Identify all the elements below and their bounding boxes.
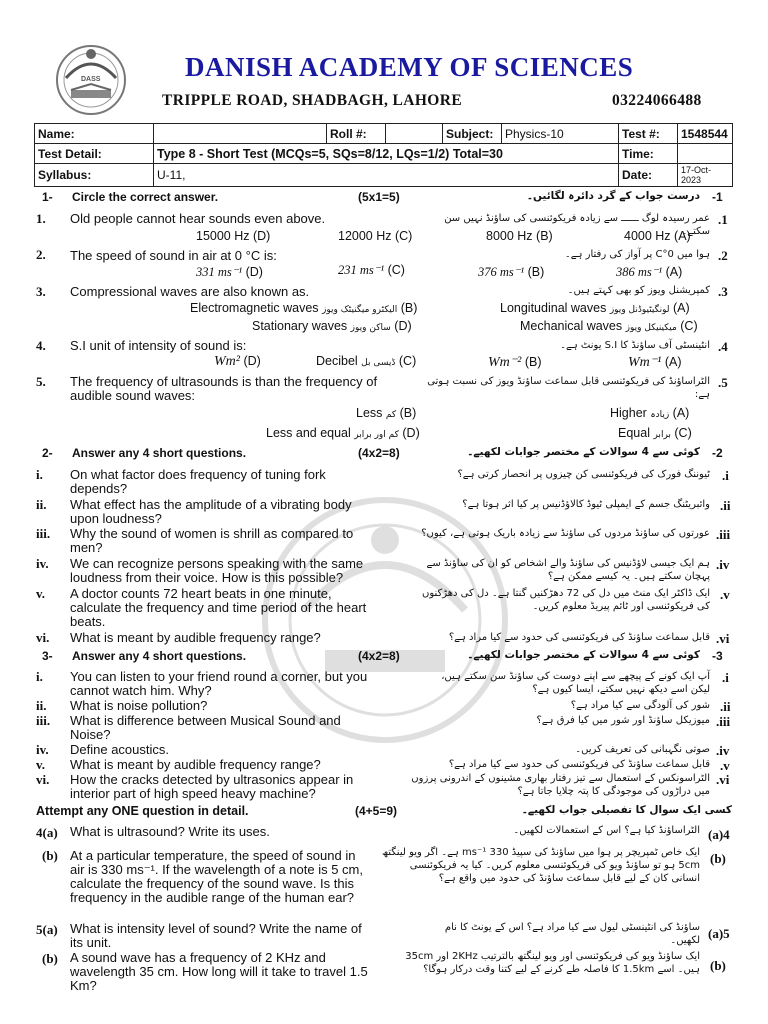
mcq-option-c[interactable]: Mechanical waves میکینیکل ویوز (C) (520, 319, 698, 333)
mcq-question-urdu: انٹینسٹی آف ساؤنڈ کا S.I یونٹ ہے۔ (560, 340, 710, 351)
name-label: Name: (35, 124, 154, 144)
sq-question-urdu: میوزیکل ساؤنڈ اور شور میں کیا فرق ہے؟ (536, 715, 710, 726)
lq-number: (b) (42, 951, 58, 966)
section-1-title: Circle the correct answer. (72, 190, 219, 204)
roll-label: Roll #: (327, 124, 386, 144)
mcq-question-urdu: عمر رسیدہ لوگ ــــــ سے زیادہ فریکوئنسی کی ساؤنڈ نہیں سن سکتے۔ (444, 213, 710, 237)
date-label: Date: (619, 164, 678, 187)
sq-urdu-number: .i (722, 468, 729, 483)
mcq-question: The frequency of ultrasounds is than the frequency of audible sound waves: (70, 374, 378, 403)
mcq-question-urdu: کمپریشنل ویوز کو بھی کہتے ہیں۔ (567, 285, 710, 296)
mcq-number: 3. (36, 284, 46, 299)
date-value: 17-Oct-2023 (678, 164, 733, 187)
mcq-question: Old people cannot hear sounds even above. (70, 211, 326, 226)
mcq-option-c[interactable]: 12000 Hz (C) (338, 229, 413, 243)
sq-urdu-number: .iii (716, 714, 731, 729)
mcq-option-a[interactable]: Longitudinal waves لونگیٹیوڈنل ویوز (A) (500, 301, 690, 315)
sq-question-urdu: عورتوں کی ساؤنڈ مردوں کی ساؤنڈ سے زیادہ باریک ہوتی ہے، کیوں؟ (421, 528, 710, 539)
sq-question: How the cracks detected by ultrasonics appear in interior part of high speed heavy machine? (70, 772, 354, 801)
subject-label: Subject: (443, 124, 502, 144)
sq-urdu-number: .i (722, 670, 729, 685)
section-2-urdu-title: کوئی سے 4 سوالات کے مختصر جوابات لکھیے۔ (467, 446, 700, 458)
syllabus-value: U-11, (154, 164, 619, 187)
sq-urdu-number: .iv (716, 743, 730, 758)
test-no-label: Test #: (619, 124, 678, 144)
sq-urdu-number: .ii (720, 699, 731, 714)
sq-number: v. (36, 586, 46, 601)
sq-urdu-number: .ii (720, 498, 731, 513)
mcq-option-b[interactable]: Less کم (B) (356, 406, 417, 420)
sq-question-urdu: ہم ایک جیسی لاؤڈنیس کی ساؤنڈ والے اشخاص کو ان کی ساؤنڈ سے پہچان سکتے ہیں۔ یہ کیسے ممکن ہے؟ (426, 558, 710, 582)
sq-question: What is difference between Musical Sound and Noise? (70, 713, 341, 742)
section-3-title: Answer any 4 short questions. (72, 649, 247, 663)
sq-number: iii. (36, 526, 51, 541)
sq-question-urdu: وائبریٹنگ جسم کے ایمپلی ٹیوڈ کالاؤڈنیس پر کیا اثر ہوتا ہے؟ (462, 499, 710, 510)
detail-value: Type 8 - Short Test (MCQs=5, SQs=8/12, LQs=1/2) Total=30 (154, 144, 619, 164)
sq-question: You can listen to your friend round a corner, but you cannot watch him. Why? (70, 669, 368, 698)
sq-question: What is noise pollution? (70, 698, 208, 713)
lq-question: What is ultrasound? Write its uses. (70, 824, 270, 839)
mcq-number: 5. (36, 374, 46, 389)
sq-number: vi. (36, 772, 50, 787)
mcq-urdu-number: .3 (718, 284, 728, 299)
section-1-urdu-title: درست جواب کے گرد دائرہ لگائیں۔ (526, 190, 700, 202)
lq-urdu-number: (b) (710, 958, 726, 973)
sq-question-urdu: شور کی آلودگی سے کیا مراد ہے؟ (570, 700, 710, 711)
mcq-question: S.I unit of intensity of sound is: (70, 338, 247, 353)
sq-question-urdu: ایک ڈاکٹر ایک منٹ میں دل کی 72 دھڑکنیں گنتا ہے۔ دل کی دھڑکنوں کی فریکوئنسی اور ٹائم پیریڈ معلوم کریں۔ (421, 588, 710, 612)
mcq-option-b[interactable]: Wm⁻² (B) (488, 355, 542, 370)
mcq-option-d[interactable]: 331 ms⁻¹ (D) (196, 265, 263, 279)
mcq-option-d[interactable]: Less and equal کم اور برابر (D) (266, 426, 420, 440)
long-section-urdu-title: کسی ایک سوال کا تفصیلی جواب لکھیے۔ (521, 804, 732, 816)
sq-number: i. (36, 669, 43, 684)
subject-value: Physics-10 (502, 124, 619, 144)
logo-text: DASS (81, 76, 101, 83)
lq-question-urdu: الٹراساؤنڈ کیا ہے؟ اس کے استعمالات لکھیں۔ (513, 825, 700, 836)
mcq-option-c[interactable]: 231 ms⁻¹ (C) (338, 263, 405, 277)
sq-question-urdu: قابل سماعت ساؤنڈ کی فریکوئنسی کی حدود سے کیا مراد ہے؟ (448, 632, 710, 643)
section-3-number: 3- (42, 649, 53, 663)
mcq-question: Compressional waves are also known as. (70, 284, 310, 299)
lq-question-urdu: ساؤنڈ کی انٹینسٹی لیول سے کیا مراد ہے؟ اس کے یونٹ کا نام لکھیں۔ (444, 922, 700, 946)
roll-field[interactable] (386, 124, 443, 144)
sq-question: On what factor does frequency of tuning fork depends? (70, 467, 326, 496)
mcq-option-b[interactable]: 8000 Hz (B) (486, 229, 553, 243)
lq-question-urdu: ایک ساؤنڈ ویو کی فریکوئنسی اور ویو لینگتھ بالترتیب 2KHz اور 35cm ہیں۔ اسے 1.5km کا فاصلہ طے کرنے کے لیے کتنا وقت درکار ہوگا؟ (405, 951, 700, 975)
mcq-option-a[interactable]: Higher زیادہ (A) (610, 406, 690, 420)
name-field[interactable] (154, 124, 327, 144)
mcq-urdu-number: .1 (718, 212, 728, 227)
time-label: Time: (619, 144, 678, 164)
mcq-urdu-number: .4 (718, 339, 728, 354)
sq-question: What is meant by audible frequency range? (70, 757, 321, 772)
test-no-value: 1548544 (678, 124, 733, 144)
sq-question-urdu: آپ ایک کونے کے پیچھے سے اپنے دوست کی ساؤنڈ سن سکتے ہیں، لیکن اسے دیکھ نہیں سکتے، ایسا کیوں ہے؟ (441, 671, 710, 695)
mcq-option-d[interactable]: Wm² (D) (214, 354, 261, 369)
section-2-marks: (4x2=8) (358, 446, 400, 460)
section-3-marks: (4x2=8) (358, 649, 400, 663)
mcq-option-b[interactable]: Electromagnetic waves الیکٹرو میگنیٹک ویوز (B) (190, 301, 418, 315)
long-section-title: Attempt any ONE question in detail. (36, 804, 249, 818)
academy-address: TRIPPLE ROAD, SHADBAGH, LAHORE (162, 92, 463, 109)
sq-question: Define acoustics. (70, 742, 169, 757)
mcq-question-urdu: الٹراساؤنڈ کی فریکوئنسی قابل سماعت ساؤنڈ ویوز کی نسبت ہوتی ہے: (427, 376, 710, 400)
sq-number: i. (36, 467, 43, 482)
sq-urdu-number: .vi (716, 772, 730, 787)
mcq-number: 4. (36, 338, 46, 353)
lq-question: At a particular temperature, the speed of sound in air is 330 ms⁻¹. If the wavelength of a note is 5 cm, calculate the frequency of the sound wave. Is this frequency in the audible range of the human ear? (70, 848, 363, 905)
academy-phone: 03224066488 (612, 92, 702, 109)
mcq-option-b[interactable]: 376 ms⁻¹ (B) (478, 265, 545, 279)
mcq-urdu-number: .5 (718, 375, 728, 390)
lq-question: A sound wave has a frequency of 2 KHz and wavelength 35 cm. How long will it take to travel 1.5 Km? (70, 950, 368, 993)
sq-question-urdu: ٹیوننگ فورک کی فریکوئنسی کن چیزوں پر انحصار کرتی ہے؟ (457, 469, 710, 480)
mcq-question-urdu: ہوا میں 0°C پر آواز کی رفتار ہے۔ (564, 249, 710, 260)
sq-number: iv. (36, 742, 49, 757)
sq-question-urdu: صوتی نگہبانی کی تعریف کریں۔ (575, 744, 710, 755)
sq-number: vi. (36, 630, 50, 645)
lq-question: What is intensity level of sound? Write the name of its unit. (70, 921, 362, 950)
section-3-urdu-title: کوئی سے 4 سوالات کے مختصر جوابات لکھیے۔ (467, 649, 700, 661)
sq-urdu-number: .iii (716, 527, 731, 542)
lq-question-urdu: ایک خاص ٹمپریچر پر ہوا میں ساؤنڈ کی سپیڈ 330 ms⁻¹ ہے۔ اگر ویو لینگتھ 5cm ہو تو ساؤنڈ ویو کی فریکوئنسی معلوم کریں۔ کیا یہ فریکوئنسی انسانی کان کے لیے قابل سماعت ساؤنڈ کی حدود میں واقع ہے؟ (381, 847, 700, 884)
section-2-urdu-number: -2 (712, 446, 723, 460)
test-info-table (34, 123, 733, 187)
sq-urdu-number: .vi (716, 631, 730, 646)
lq-urdu-number: (a)5 (708, 926, 730, 941)
mcq-number: 1. (36, 211, 46, 226)
academy-name: DANISH ACADEMY OF SCIENCES (185, 52, 634, 82)
syllabus-label: Syllabus: (35, 164, 154, 187)
section-2-number: 2- (42, 446, 53, 460)
section-3-urdu-number: -3 (712, 649, 723, 663)
lq-number: 5(a) (36, 922, 58, 937)
sq-urdu-number: .v (720, 758, 730, 773)
mcq-option-c[interactable]: Equal برابر (C) (618, 426, 692, 440)
mcq-option-d[interactable]: Stationary waves ساکن ویوز (D) (252, 319, 412, 333)
mcq-question: The speed of sound in air at 0 °C is: (70, 248, 277, 263)
section-1-urdu-number: -1 (712, 190, 723, 204)
mcq-urdu-number: .2 (718, 248, 728, 263)
sq-question: A doctor counts 72 heart beats in one minute, calculate the frequency and time period of the heart beats. (70, 586, 367, 629)
sq-number: ii. (36, 698, 47, 713)
detail-label: Test Detail: (35, 144, 154, 164)
sq-urdu-number: .v (720, 587, 730, 602)
mcq-option-d[interactable]: 15000 Hz (D) (196, 229, 271, 243)
sq-number: ii. (36, 497, 47, 512)
lq-urdu-number: (b) (710, 851, 726, 866)
sq-number: iii. (36, 713, 51, 728)
lq-number: 4(a) (36, 825, 58, 840)
lq-urdu-number: (a)4 (708, 827, 730, 842)
mcq-option-c[interactable]: Decibel ڈیسی بل (C) (316, 354, 417, 368)
sq-question: Why the sound of women is shrill as compared to men? (70, 526, 354, 555)
sq-question-urdu: الٹراسونکس کے استعمال سے تیز رفتار بھاری مشینوں کے اندرونی پرزوں میں دراڑوں کی موجودگی کا پتہ چلایا جاتا ہے؟ (411, 773, 710, 797)
sq-question: What effect has the amplitude of a vibrating body upon loudness? (70, 497, 352, 526)
sq-question-urdu: قابل سماعت ساؤنڈ کی فریکوئنسی کی حدود سے کیا مراد ہے؟ (448, 759, 710, 770)
sq-question: We can recognize persons speaking with the same loudness from their voice. How is this possible? (70, 556, 364, 585)
mcq-option-a[interactable]: Wm⁻¹ (A) (628, 355, 682, 370)
sq-number: v. (36, 757, 46, 772)
lq-number: (b) (42, 848, 58, 863)
sq-urdu-number: .iv (716, 557, 730, 572)
section-1-marks: (5x1=5) (358, 190, 400, 204)
section-1-number: 1- (42, 190, 53, 204)
long-section-marks: (4+5=9) (355, 804, 398, 818)
sq-question: What is meant by audible frequency range? (70, 630, 321, 645)
mcq-number: 2. (36, 247, 46, 262)
sq-number: iv. (36, 556, 49, 571)
section-2-title: Answer any 4 short questions. (72, 446, 247, 460)
time-field[interactable] (678, 144, 733, 164)
mcq-option-a[interactable]: 386 ms⁻¹ (A) (616, 265, 683, 279)
mcq-option-a[interactable]: 4000 Hz (A) (624, 229, 691, 243)
